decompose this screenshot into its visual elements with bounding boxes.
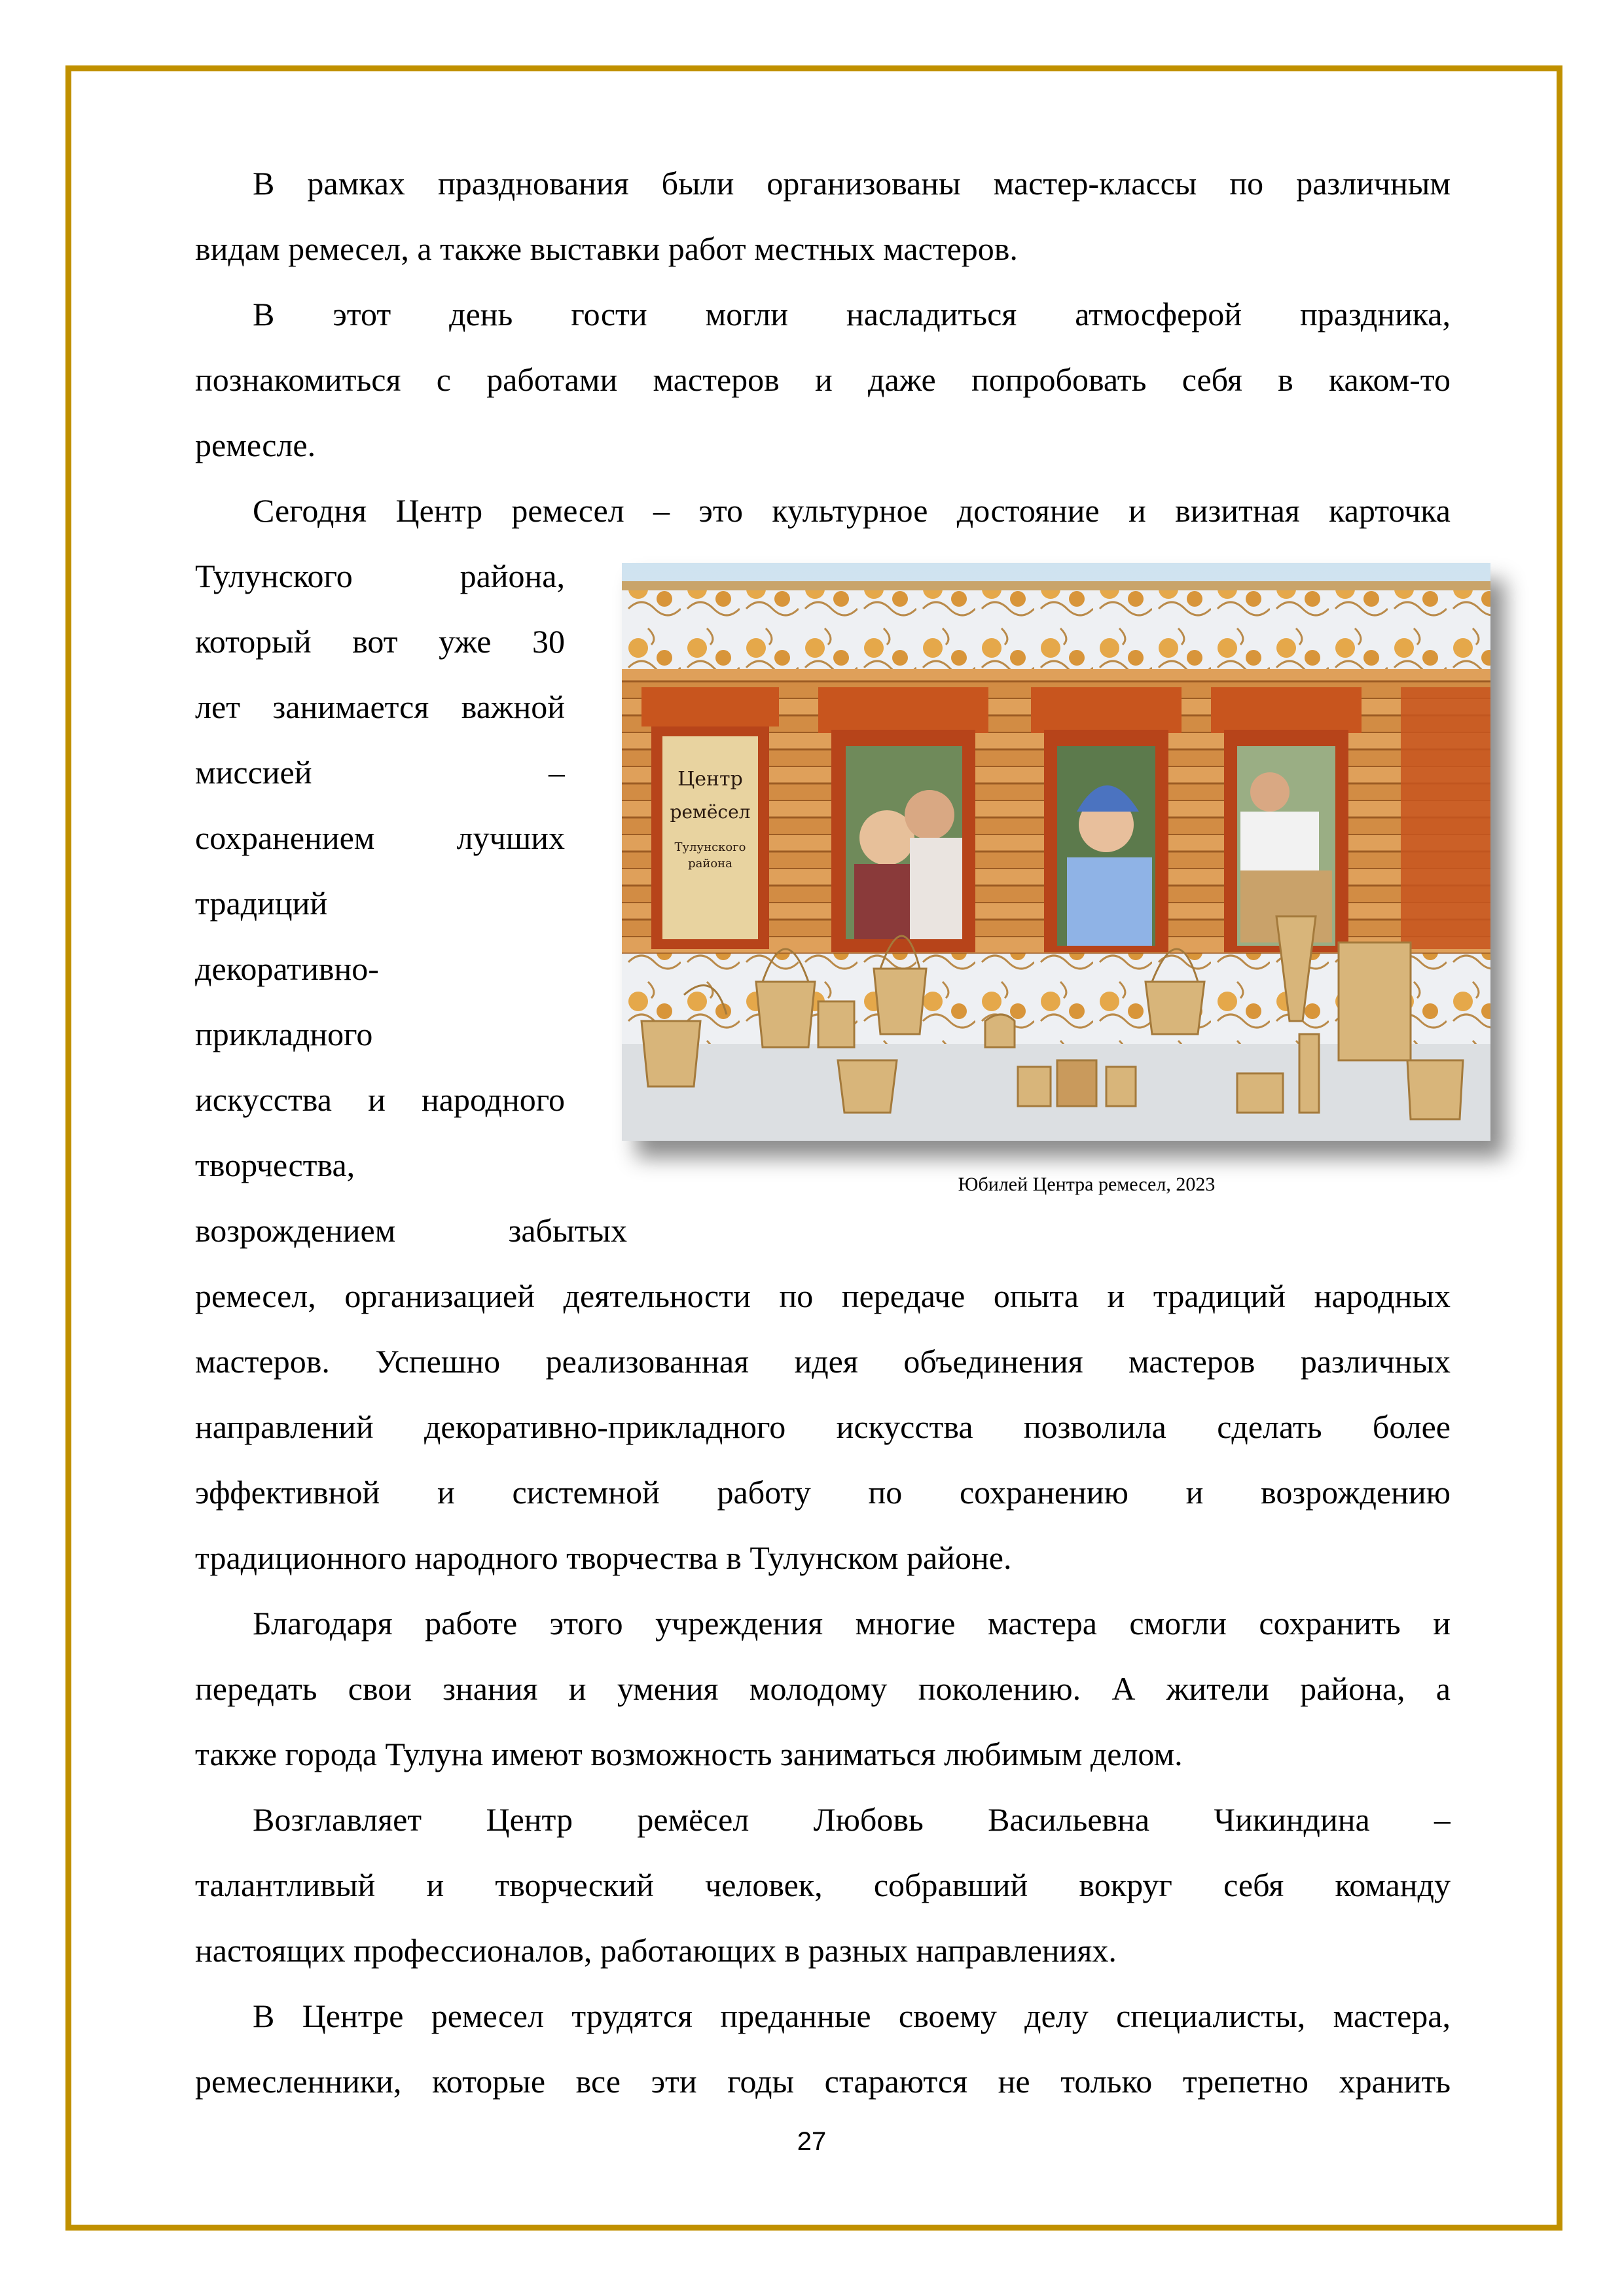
paragraph-5 — [195, 1787, 1451, 1983]
text-line: прикладного — [195, 1016, 373, 1052]
text-line: лет занимается важной — [195, 689, 565, 725]
svg-text:Тулунского: Тулунского — [674, 840, 746, 854]
paragraph-3-wrapped-column — [195, 543, 627, 1263]
page-number: 27 — [797, 2127, 827, 2156]
text-line: познакомиться с работами мастеров и даже попробовать себя в каком-то — [195, 361, 1451, 398]
text-line: В Центре ремесел трудятся преданные своему делу специалисты, мастера, — [253, 1998, 1451, 2034]
text-line: Тулунского района, — [195, 558, 565, 594]
text-line: декоративно- — [195, 950, 379, 987]
text-line: ремесленники, которые все эти годы стараются не только трепетно хранить — [195, 2063, 1451, 2100]
text-line: также города Тулуна имеют возможность заниматься любимым делом. — [195, 1736, 1183, 1772]
sign-text: Центр — [677, 768, 743, 791]
text-line: ремесле. — [195, 427, 316, 463]
text-line: Благодаря работе этого учреждения многие мастера смогли сохранить и — [253, 1605, 1451, 1641]
paragraph-4 — [195, 1590, 1451, 1787]
text-line: видам ремесел, а также выставки работ местных мастеров. — [195, 230, 1018, 267]
text-line: мастеров. Успешно реализованная идея объединения мастеров различных — [195, 1343, 1451, 1380]
text-line: настоящих профессионалов, работающих в разных направлениях. — [195, 1932, 1117, 1969]
svg-text:ремёсел: ремёсел — [670, 801, 751, 823]
photo-caption: Юбилей Центра ремесел, 2023 — [958, 1174, 1216, 1195]
text-line: передать свои знания и умения молодому поколению. А жители района, а — [195, 1670, 1451, 1707]
text-line: который вот уже 30 — [195, 623, 565, 660]
text-line: искусства и народного — [195, 1081, 565, 1118]
paragraph-3 — [195, 478, 1451, 543]
text-line: Сегодня Центр ремесел – это культурное достояние и визитная карточка — [253, 492, 1451, 529]
photo-craft-center-jubilee — [622, 563, 1490, 1141]
text-line: миссией – — [195, 754, 565, 791]
text-line: В рамках празднования были организованы мастер-классы по различным — [253, 165, 1451, 202]
text-line: сохранением лучших — [195, 819, 565, 856]
text-line: традиционного народного творчества в Тулунском районе. — [195, 1539, 1012, 1576]
paragraph-3-continued — [195, 1263, 1451, 1590]
text-line: традиций — [195, 885, 328, 922]
paragraph-2 — [195, 281, 1451, 478]
paragraph-1 — [195, 151, 1451, 281]
text-line: эффективной и системной работу по сохранению и возрождению — [195, 1474, 1451, 1511]
text-line: возрождением забытых — [195, 1212, 627, 1249]
text-line: талантливый и творческий человек, собравший вокруг себя команду — [195, 1867, 1451, 1903]
text-line: Возглавляет Центр ремёсел Любовь Васильевна Чикиндина – — [253, 1801, 1451, 1838]
text-line: направлений декоративно-прикладного искусства позволила сделать более — [195, 1408, 1451, 1445]
text-line: творчества, — [195, 1147, 355, 1183]
svg-text:района: района — [688, 857, 732, 870]
text-line: ремесел, организацией деятельности по передаче опыта и традиций народных — [195, 1278, 1451, 1314]
text-line: В этот день гости могли насладиться атмосферой праздника, — [253, 296, 1451, 332]
paragraph-6 — [195, 1983, 1451, 2114]
